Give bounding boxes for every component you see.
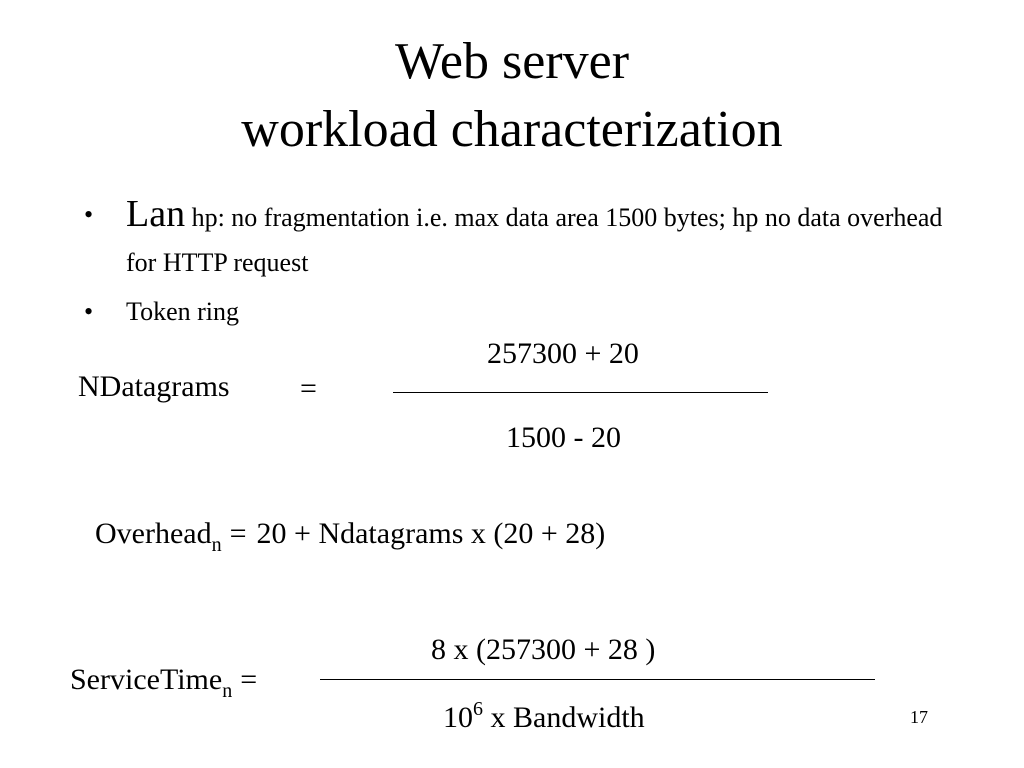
overhead-subscript: n	[211, 534, 222, 556]
equation-overhead	[95, 516, 606, 556]
bullet-marker: •	[84, 200, 94, 229]
overhead-rhs: 20 + Ndatagrams x (20 + 28)	[256, 517, 606, 550]
title-line-1: Web server	[394, 33, 630, 90]
bullet-body	[126, 289, 964, 334]
servicetime-subscript: n	[222, 680, 233, 702]
servicetime-equals: =	[240, 663, 258, 696]
denominator-rest: x Bandwidth	[483, 701, 645, 734]
servicetime-numerator: 8 x (257300 + 28 )	[431, 633, 656, 666]
ndatagrams-fraction-bar	[393, 392, 768, 393]
bullet-marker: •	[84, 297, 94, 326]
bullet-text: Token ring	[126, 297, 239, 326]
ndatagrams-equals: =	[300, 372, 317, 405]
page-number: 17	[910, 707, 928, 727]
bullet-body	[126, 192, 964, 285]
servicetime-denominator	[443, 700, 645, 736]
ndatagrams-denominator: 1500 - 20	[506, 421, 621, 454]
denominator-exponent: 6	[473, 698, 483, 720]
ndatagrams-numerator: 257300 + 20	[487, 337, 639, 370]
title-line-2: workload characterization	[241, 101, 783, 158]
bullet-item-lan	[84, 192, 964, 285]
servicetime-lhs: ServiceTime	[70, 663, 223, 696]
bullet-text: hp: no fragmentation i.e. max data area 1500 bytes; hp no data overhead for HTTP request	[126, 203, 943, 277]
ndatagrams-lhs: NDatagrams	[78, 370, 230, 403]
denominator-base: 10	[443, 701, 473, 734]
bullet-lead: Lan	[126, 193, 186, 235]
bullet-item-token-ring	[84, 289, 964, 334]
servicetime-lhs-group	[70, 662, 258, 702]
slide-title	[0, 28, 1024, 164]
overhead-lhs: Overhead	[95, 517, 212, 550]
overhead-equals: =	[229, 517, 247, 550]
servicetime-fraction-bar	[320, 679, 875, 680]
